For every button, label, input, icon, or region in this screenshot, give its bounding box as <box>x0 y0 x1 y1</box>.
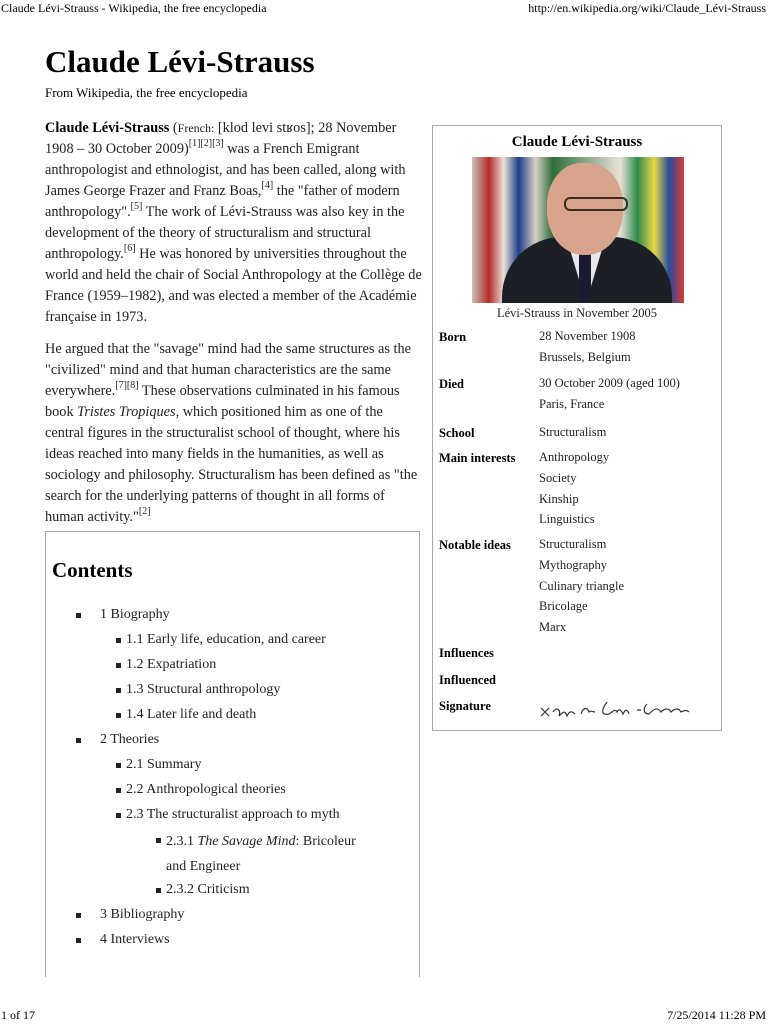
infobox-label: Notable ideas <box>439 538 511 552</box>
text: [klod levi stʁos]; 28 November 1908 – 30 October 2009) <box>45 120 397 157</box>
toc-label: Summary <box>147 757 202 772</box>
text: These observations culminated in his famous book <box>45 383 400 420</box>
toc-label: Bibliography <box>110 907 185 922</box>
toc-number: 1.3 <box>126 682 144 697</box>
toc-item[interactable] <box>46 654 419 679</box>
toc-item[interactable] <box>46 904 419 929</box>
toc-item[interactable] <box>46 679 419 704</box>
text: the "father of modern anthropology". <box>45 183 400 220</box>
citation[interactable]: [5] <box>130 201 143 212</box>
infobox-label: Born <box>439 330 467 344</box>
article-title: Claude Lévi-Strauss <box>45 44 315 79</box>
infobox-value[interactable]: Paris, France <box>539 396 605 411</box>
toc-item[interactable] <box>46 604 419 629</box>
infobox-label: School <box>439 426 475 440</box>
toc-number: 3 <box>100 907 107 922</box>
toc-label: Criticism <box>197 882 250 897</box>
infobox-label: Influences <box>439 646 494 660</box>
page-url: http://en.wikipedia.org/wiki/Claude_Lévi-Strauss <box>528 1 766 15</box>
print-header <box>0 0 768 16</box>
toc-number: 2.3.2 <box>166 882 194 897</box>
infobox-value[interactable]: Linguistics <box>539 512 595 527</box>
toc-label: Theories <box>110 732 160 747</box>
intro-paragraph-2 <box>45 339 423 528</box>
infobox-value[interactable]: Structuralism <box>539 537 607 551</box>
toc-number: 2.3.1 <box>166 834 194 849</box>
text: He was honored by universities throughout the world and held the chair of Social Anthropology at the Collège de France (1959–1982), and was elected a member of the Académie française in 1973. <box>45 246 422 325</box>
toc-item[interactable] <box>46 629 419 654</box>
toc-item[interactable] <box>46 804 419 829</box>
toc-number: 2.2 <box>126 782 144 797</box>
table-of-contents <box>45 531 420 977</box>
infobox-values <box>539 534 624 638</box>
citation[interactable]: [2] <box>138 506 151 517</box>
toc-label: : Bricoleur and Engineer <box>166 834 356 874</box>
book-title[interactable]: Tristes Tropiques <box>77 404 176 420</box>
text: The work of Lévi-Strauss was also key in the development of the theory of structuralism and structural anthropology. <box>45 204 405 262</box>
signature-image <box>537 696 717 724</box>
toc-item[interactable] <box>46 879 419 904</box>
infobox-value[interactable]: Kinship <box>539 491 579 506</box>
infobox-values <box>539 422 606 443</box>
toc-number: 2.1 <box>126 757 144 772</box>
infobox-label: Main interests <box>439 451 516 465</box>
infobox-label: Influenced <box>439 673 496 687</box>
toc-label: The structuralist approach to myth <box>146 807 340 822</box>
article-subtitle: From Wikipedia, the free encyclopedia <box>45 85 248 100</box>
infobox-value[interactable]: 28 November 1908 <box>539 329 636 343</box>
toc-number: 4 <box>100 932 107 947</box>
infobox-values <box>539 326 636 368</box>
infobox-value[interactable]: Marx <box>539 620 567 635</box>
text: was a French Emigrant anthropologist and ethnologist, and has been called, along with James George Frazer and Franz Boas, <box>45 141 406 199</box>
portrait-photo[interactable] <box>472 157 684 303</box>
toc-number: 2.3 <box>126 807 144 822</box>
page-number: 1 of 17 <box>1 1008 35 1022</box>
print-footer <box>0 1006 768 1024</box>
text: He argued that the "savage" mind had the same structures as the "civilized" mind and that human characteristics are the same everywhere. <box>45 341 411 399</box>
toc-item[interactable] <box>46 829 376 879</box>
toc-item[interactable] <box>46 729 419 754</box>
toc-number: 1.1 <box>126 632 144 647</box>
toc-title: Contents <box>52 558 133 582</box>
citation[interactable]: [7][8] <box>115 380 139 391</box>
toc-number: 1 <box>100 607 107 622</box>
infobox-value[interactable]: 30 October 2009 (aged 100) <box>539 376 680 390</box>
text: , which positioned him as one of the central figures in the structuralist school of thought, where his ideas reached into many fields in the humanities, as well as sociology and philosophy. Structuralism has been defined as "the search for the underlying patterns of thought in all forms of human activity." <box>45 404 418 525</box>
toc-label: Biography <box>110 607 170 622</box>
infobox-value[interactable]: Bricolage <box>539 599 588 614</box>
toc-label: Structural anthropology <box>147 682 281 697</box>
toc-label: Anthropological theories <box>146 782 286 797</box>
subject-name: Claude Lévi-Strauss <box>45 120 170 136</box>
citation[interactable]: [6] <box>123 243 136 254</box>
language-link[interactable]: French: <box>177 121 215 135</box>
infobox <box>432 125 722 731</box>
toc-number: 2 <box>100 732 107 747</box>
infobox-value[interactable]: Structuralism <box>539 425 607 439</box>
infobox-label: Signature <box>439 699 491 713</box>
infobox-value[interactable]: Culinary triangle <box>539 578 625 593</box>
infobox-label: Died <box>439 377 464 391</box>
toc-label: Interviews <box>110 932 170 947</box>
toc-item[interactable] <box>46 929 419 954</box>
citation[interactable]: [4] <box>261 180 274 191</box>
infobox-value[interactable]: Society <box>539 470 577 485</box>
infobox-value[interactable]: Anthropology <box>539 450 610 464</box>
toc-number: 1.4 <box>126 707 144 722</box>
infobox-title: Claude Lévi-Strauss <box>511 134 643 150</box>
toc-label: Later life and death <box>147 707 257 722</box>
toc-label-italic: The Savage Mind <box>197 834 296 849</box>
infobox-value[interactable]: Brussels, Belgium <box>539 349 631 364</box>
infobox-values <box>539 447 609 530</box>
toc-item[interactable] <box>46 779 419 804</box>
toc-label: Early life, education, and career <box>147 632 326 647</box>
toc-label: Expatriation <box>147 657 217 672</box>
infobox-value[interactable]: Mythography <box>539 557 608 572</box>
intro-paragraph-1: Claude Lévi-Strauss (French: [klod levi stʁos]; 28 November 1908 – 30 October 2009)[1][2][3] was a French Emigrant anthropologist and ethnologist, and has been called, along with James George Frazer and Franz Boas,[4] the "father of modern anthropology".[5] The work of Lévi-Strauss was also key in the development of the theory of structuralism and structural anthropology.[6] He was honored by universities throughout the world and held the chair of Social Anthropology at the Collège de France (1959–1982), and was elected a member of the Académie française in 1973. <box>45 120 422 325</box>
toc-number: 1.2 <box>126 657 144 672</box>
photo-caption: Lévi-Strauss in November 2005 <box>496 306 658 320</box>
toc-item[interactable] <box>46 704 419 729</box>
citation[interactable]: [1][2][3] <box>188 138 224 149</box>
infobox-values <box>539 373 680 415</box>
print-datetime: 7/25/2014 11:28 PM <box>667 1008 766 1022</box>
toc-item[interactable] <box>46 754 419 779</box>
page-title-header: Claude Lévi-Strauss - Wikipedia, the free encyclopedia <box>1 1 267 15</box>
